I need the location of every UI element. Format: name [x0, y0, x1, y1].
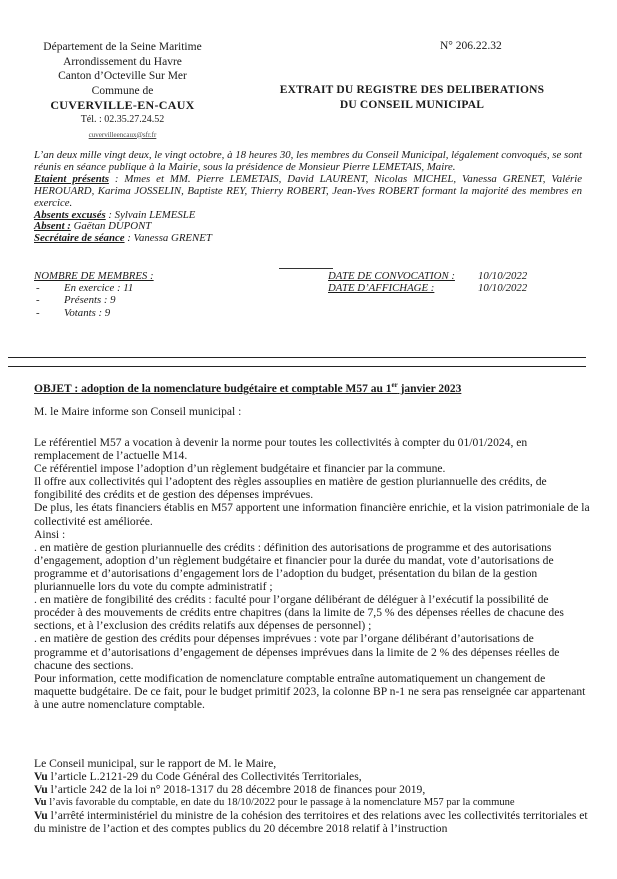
maire-informs: M. le Maire informe son Conseil municipal : — [34, 405, 242, 418]
vu-line: Vu l’article L.2121-29 du Code Général des Collectivités Territoriales, — [34, 770, 362, 784]
vu-line: Vu l’avis favorable du comptable, en date du 18/10/2022 pour le passage à la nomenclature M57 par la commune — [34, 797, 515, 809]
excuses-list: : Sylvain LEMESLE — [105, 208, 196, 221]
affichage-label: DATE D’AFFICHAGE : — [328, 282, 435, 295]
commune-name: CUVERVILLE-EN-CAUX — [50, 98, 195, 113]
deliberation-body — [34, 436, 590, 711]
arrondissement: Arrondissement du Havre — [63, 55, 182, 68]
bullet-item: . en matière de gestion pluriannuelle des crédits : définition des autorisations de programme et des autorisations d’engagement, adoption d’un règlement budgétaire et financier pour la durée du mandat, vote d’autorisations de programme et d’autorisations d’engagement lors de l’adoption du budget, présentation du bilan de la gestion pluriannuelle lors du vote du compte administratif ; — [34, 540, 554, 594]
members-item: - Votants : 9 — [36, 306, 111, 319]
members-count — [34, 270, 154, 319]
document-title-line2: DU CONSEIL MUNICIPAL — [339, 98, 485, 111]
separator-rule-top — [8, 357, 586, 358]
deliberation-number: N° 206.22.32 — [440, 40, 502, 52]
email-address: cuvervilleencaux@sfr.fr — [88, 130, 157, 139]
canton: Canton d’Octeville Sur Mer — [58, 70, 187, 83]
members-item: - Présents : 9 — [36, 294, 116, 307]
separator-rule-bottom — [8, 366, 586, 367]
conseil-line: Le Conseil municipal, sur le rapport de M. le Maire, — [34, 757, 277, 770]
absent-label: Absent : — [34, 220, 71, 233]
paragraph: Ainsi : — [34, 527, 66, 541]
paragraph: Pour information, cette modification de nomenclature comptable entraîne automatiquement un changement de maquette budgétaire. De ce fait, pour le budget primitif 2023, la colonne BP n-1 ne sera pas renseignée car appartenant à une autre nomenclature comptable. — [34, 671, 586, 711]
convocation-label: DATE DE CONVOCATION : — [328, 270, 455, 282]
vu-line: Vu l’article 242 de la loi n° 2018-1317 du 28 décembre 2018 de finances pour 2019, — [34, 783, 426, 797]
session-statement: L’an deux mille vingt deux, le vingt octobre, à 18 heures 30, les membres du Conseil Municipal, légalement convoqués, se sont réunis en séance publique à la Mairie, sous la présidence de Monsieur Pierre LEMETAIS, Maire. — [34, 149, 582, 173]
members-title: NOMBRE DE MEMBRES : — [34, 270, 154, 282]
presents-list: : Mmes et MM. Pierre LEMETAIS, David LAURENT, Nicolas MICHEL, Vanessa GRENET, Valérie HEROUARD, Karima JOSSELIN, Baptiste REY, Thierry ROBERT, Jean-Yves ROBERT formant la majorité des membres en exercice. — [34, 172, 582, 209]
phone-number: Tél. : 02.35.27.24.52 — [80, 113, 165, 125]
document-title — [262, 83, 562, 113]
bullet-item: . en matière de gestion des crédits pour dépenses imprévues : vote par l’organe délibérant d’autorisations de programme et d’autorisations d’engagement de dépenses imprévues dans la limite de 2 % des dépenses réelles de chacune des sections. — [34, 632, 560, 672]
document-title-line1: EXTRAIT DU REGISTRE DES DELIBERATIONS — [279, 84, 545, 96]
presents-label: Etaient présents — [34, 172, 109, 185]
session-intro — [34, 150, 582, 245]
paragraph: Le référentiel M57 a vocation à devenir la norme pour toutes les collectivités à compter du 01/01/2024, en remplacement de l’actuelle M14. — [34, 436, 528, 463]
paragraph: De plus, les états financiers établis en M57 apportent une information financière enrichie, et la vision patrimoniale de la collectivité est améliorée. — [34, 501, 590, 528]
bullet-item: . en matière de fongibilité des crédits : faculté pour l’organe délibérant de déléguer à l’exécutif la possibilité de procéder à des mouvements de crédits entre chapitres (dans la limite de 7,5 % des dépenses réelles de chacune des sections, et à l’exclusion des crédits relatifs aux dépenses de personnel) ; — [34, 593, 564, 633]
secretaire-line — [34, 233, 582, 245]
paragraph: Il offre aux collectivités qui l’adoptent des règles assouplies en matière de gestion pluriannuelle des crédits, de fongibilité des crédits et de gestion des dépenses imprévues. — [34, 475, 547, 502]
absent-list: Gaëtan DUPONT — [70, 220, 152, 233]
affichage-date: 10/10/2022 — [478, 282, 528, 295]
excuses-label: Absents excusés — [34, 208, 106, 221]
members-item: - En exercice : 11 — [36, 282, 134, 295]
secretaire-name: : Vanessa GRENET — [124, 232, 212, 245]
commune-label: Commune de — [91, 84, 154, 97]
municipality-header — [20, 40, 225, 142]
presents-line — [34, 174, 582, 210]
convocation-row — [328, 270, 528, 282]
affichage-row — [328, 282, 528, 295]
paragraph: Ce référentiel impose l’adoption d’un règlement budgétaire et financier par la commune. — [34, 462, 446, 476]
dates-block — [328, 270, 528, 295]
considerations — [34, 757, 590, 836]
objet-heading: OBJET : adoption de la nomenclature budgétaire et comptable M57 au 1er janvier 2023 — [34, 381, 462, 395]
secretaire-label: Secrétaire de séance — [34, 232, 125, 245]
vu-line: Vu l’arrêté interministériel du ministre de la cohésion des territoires et des relations avec les collectivités territoriales et du ministre de l’action et des comptes publics du 20 décembre 2018 relatif à l’instruction — [34, 809, 588, 836]
departement: Département de la Seine Maritime — [43, 41, 202, 53]
convocation-date: 10/10/2022 — [478, 270, 528, 282]
separator-short — [279, 268, 333, 269]
